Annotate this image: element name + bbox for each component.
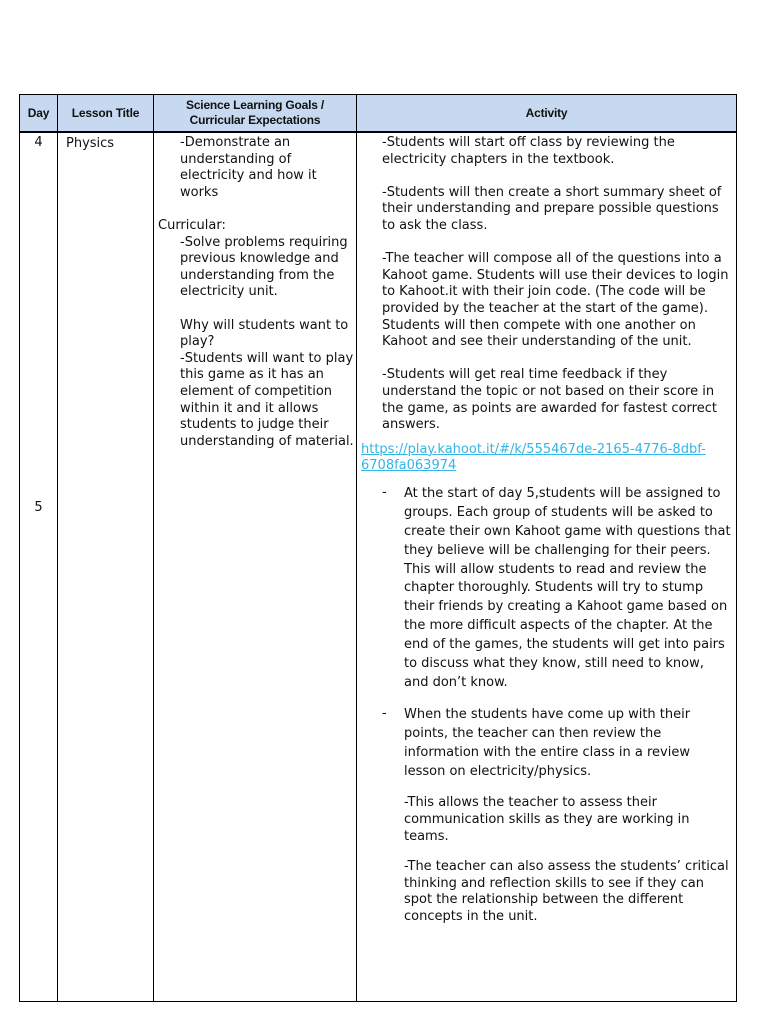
header-activity: Activity <box>357 95 737 133</box>
lesson-plan-table <box>19 94 737 1002</box>
header-day: Day <box>20 95 58 133</box>
sub-paragraph-1: -This allows the teacher to assess their communication skills as they are working in teams. <box>404 795 690 844</box>
goals-cell <box>154 132 357 1002</box>
list-item <box>382 485 732 693</box>
learning-goal: -Demonstrate an understanding of electricity and how it works <box>180 135 317 200</box>
lesson-title-cell: Physics <box>58 132 154 1002</box>
table-row <box>20 132 737 1002</box>
bullet-text-1: At the start of day 5,students will be assigned to groups. Each group of students will be asked to create their own Kahoot game with questions that they believe will be challenging for their peers. This will allow students to read and review the chapter thoroughly. Students will try to stump their friends by creating a Kahoot game based on the more difficult aspects of the chapter. At the end of the games, the students will get into pairs to discuss what they know, still need to know, and don’t know. <box>404 485 731 690</box>
day-4-label: 4 <box>34 135 43 150</box>
day-5-label: 5 <box>34 500 43 515</box>
activity-cell <box>357 132 737 1002</box>
sub-paragraph-2: -The teacher can also assess the students’ critical thinking and reflection skills to see if they can spot the relationship between the different concepts in the unit. <box>404 859 729 925</box>
why-play-question: Why will students want to play? <box>180 317 349 350</box>
header-goals-line2: Curricular Expectations <box>189 113 321 127</box>
list-item <box>382 706 732 782</box>
activity-paragraph-3: -The teacher will compose all of the questions into a Kahoot game. Students will use their devices to login to Kahoot.it with their join code. (The code will be provided by the teacher at the start of the game). Students will then compete with one another on Kahoot and see their understanding of the unit. <box>382 251 729 350</box>
kahoot-link[interactable]: https://play.kahoot.it/#/k/555467de-2165-4776-8dbf-6708fa063974 <box>361 441 706 474</box>
bullet-text-2: When the students have come up with their points, the teacher can then review the information with the entire class in a review lesson on electricity/physics. <box>404 706 691 779</box>
header-row <box>20 95 737 133</box>
activity-paragraph-4: -Students will get real time feedback if they understand the topic or not based on their score in the game, as points are awarded for fastest correct answers. <box>382 367 717 433</box>
curricular-label: Curricular: <box>158 217 226 233</box>
header-lesson-title: Lesson Title <box>58 95 154 133</box>
header-goals-line1: Science Learning Goals / <box>186 98 324 112</box>
activity-paragraph-2: -Students will then create a short summary sheet of their understanding and prepare possible questions to ask the class. <box>382 184 722 233</box>
curricular-expectation: -Solve problems requiring previous knowledge and understanding from the electricity unit. <box>180 234 348 300</box>
dash-marker: - <box>382 705 387 721</box>
why-play-answer: -Students will want to play this game as it has an element of competition within it and it allows students to judge their understanding of material. <box>180 350 354 449</box>
activity-paragraph-1: -Students will start off class by reviewing the electricity chapters in the textbook. <box>382 135 675 167</box>
dash-marker: - <box>382 484 387 500</box>
header-goals <box>154 95 357 133</box>
day-cell <box>20 132 58 1002</box>
